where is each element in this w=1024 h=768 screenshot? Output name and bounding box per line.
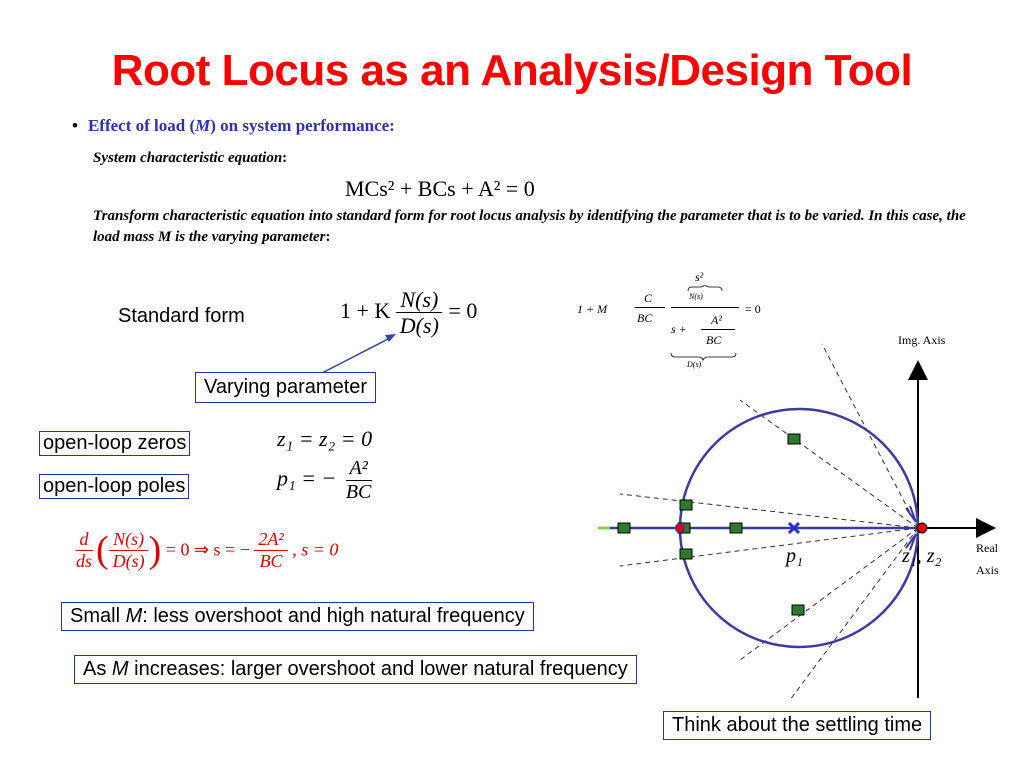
zero-marker xyxy=(917,523,927,533)
poles-fraction xyxy=(342,457,376,504)
bk-ns: N(s) xyxy=(109,529,148,551)
se-bottom-label: D(s) xyxy=(687,360,702,369)
char-equation: MCs² + BCs + A² = 0 xyxy=(345,176,535,201)
open-loop-zeros-box: open-loop zeros xyxy=(39,431,190,456)
slide-title: Root Locus as an Analysis/Design Tool xyxy=(111,46,913,95)
img-axis-label: Img. Axis xyxy=(898,333,946,347)
zero-label: z₁, z₂ xyxy=(902,545,942,567)
small-m-var: M xyxy=(125,605,143,627)
se-s-plus: s + xyxy=(671,322,687,336)
se-lhs: 1 + M xyxy=(577,302,608,316)
sf-lhs: 1 + K xyxy=(340,297,391,323)
bk-mid: = 0 ⇒ s = − xyxy=(165,539,250,560)
m-inc-var: M xyxy=(111,658,129,680)
root-locus-diagram xyxy=(580,330,1020,710)
m-inc-suffix: increases: larger overshoot and lower natural frequency xyxy=(128,658,628,680)
bk-tail: , s = 0 xyxy=(292,539,339,560)
m-increases-box xyxy=(74,655,637,684)
se-bc: BC xyxy=(637,311,653,325)
breakaway-equation: $\frac{d}{ds}$ ( $\frac{N(s)}{D(s)}$ ) = 0 ⇒ s = − $\frac{\text{2A²}}{BC}$ , s = 0 xyxy=(72,528,338,572)
se-rhs: = 0 xyxy=(745,302,761,316)
bk-2a2: 2A² xyxy=(254,529,287,551)
bk-ds: ds xyxy=(76,550,93,571)
se-top: s² xyxy=(695,270,704,284)
char-eq-label: System characteristic equation: xyxy=(93,150,288,166)
small-m-suffix: : less overshoot and high natural frequency xyxy=(142,605,525,627)
open-loop-poles-box: open-loop poles xyxy=(39,474,189,499)
bullet-var: M xyxy=(195,116,211,135)
standard-form-label: Standard form xyxy=(118,305,245,327)
m-inc-prefix: As xyxy=(83,658,112,680)
pole-label: p₁ xyxy=(786,545,803,567)
bk-ds2: D(s) xyxy=(112,550,145,571)
bk-paren-frac xyxy=(109,529,149,571)
bk-bc: BC xyxy=(259,550,283,571)
varying-parameter-box: Varying parameter xyxy=(195,372,376,403)
sf-den: D(s) xyxy=(399,313,439,339)
open-loop-poles-eq xyxy=(277,457,375,504)
bullet-suffix: ) on system performance: xyxy=(210,116,395,135)
open-loop-zeros-eq: z₁ = z₂ = 0 xyxy=(277,426,373,451)
sf-num: N(s) xyxy=(396,287,442,313)
bullet-prefix: Effect of load ( xyxy=(87,116,196,135)
poles-lhs: p₁ = − xyxy=(277,465,337,491)
bk-frac xyxy=(254,529,287,571)
poles-num: A² xyxy=(346,457,372,481)
poles-den: BC xyxy=(345,481,372,503)
bk-d-frac xyxy=(72,529,96,571)
bullet-dot: • xyxy=(72,116,78,135)
locus-markers xyxy=(618,434,804,615)
se-bc2: BC xyxy=(706,333,722,347)
real-axis-label-2: Axis xyxy=(976,563,999,577)
sf-rhs: = 0 xyxy=(448,297,478,323)
se-top-label: N(s) xyxy=(689,292,703,301)
bk-d: d xyxy=(76,529,93,551)
breakaway-point xyxy=(676,524,685,533)
small-m-box xyxy=(61,602,534,631)
real-axis-label-1: Real xyxy=(976,541,998,555)
damping-lines xyxy=(620,344,918,700)
transform-text: Transform characteristic equation into standard form for root locus analysis by identifying the parameter that is to be varied. In this case, the load mass M is the varying parameter: xyxy=(93,208,966,245)
se-c: C xyxy=(644,291,653,305)
settling-time-box: Think about the settling time xyxy=(663,711,931,740)
small-m-prefix: Small xyxy=(70,605,126,627)
se-a2: A² xyxy=(711,313,722,327)
